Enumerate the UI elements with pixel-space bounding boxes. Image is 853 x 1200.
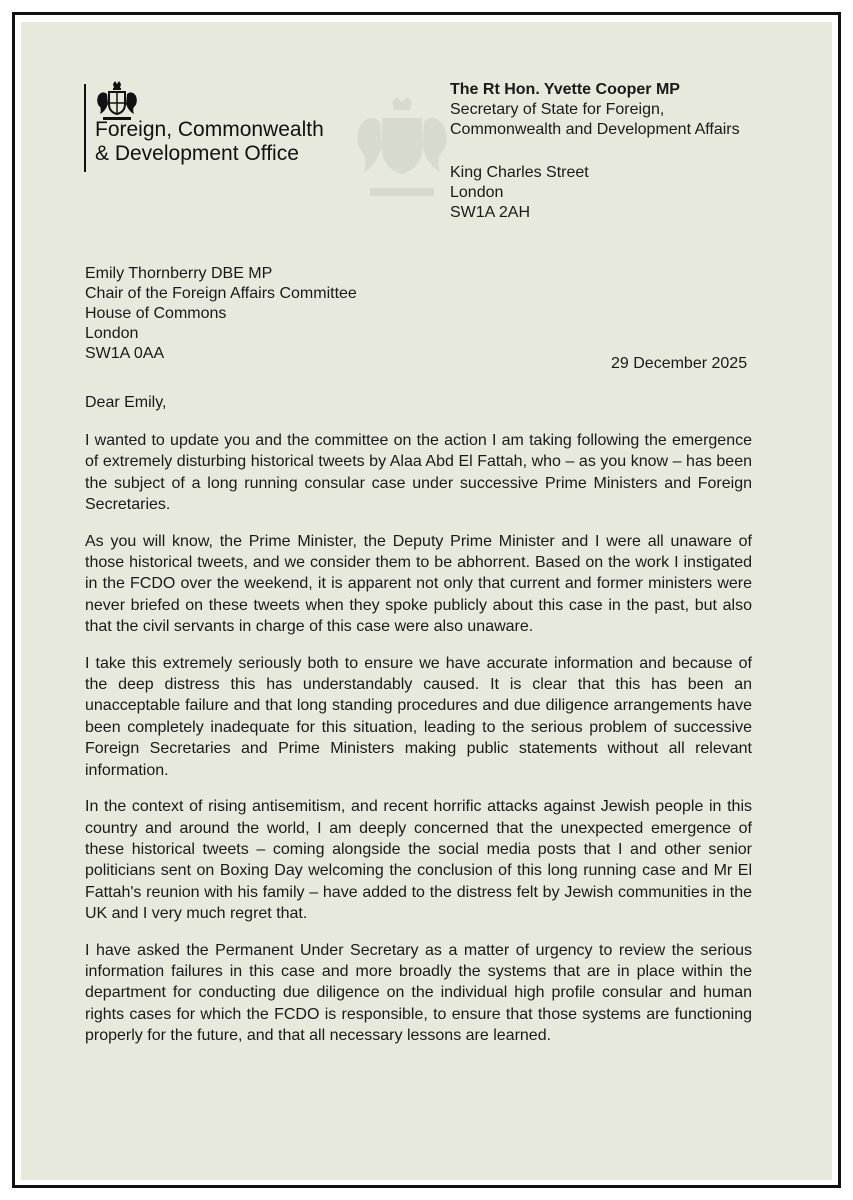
organisation-line-1: Foreign, Commonwealth — [95, 118, 324, 141]
body-paragraph: In the context of rising antisemitism, and recent horrific attacks against Jewish people in this country and around the world, I am deeply concerned that the unexpected emergence of these historical tweets – coming alongside the social media posts that I and other senior politicians sent on Boxing Day welcoming the conclusion of this long running case and Mr El Fattah's reunion with his family – have added to the distress felt by Jewish communities in the UK and I very much regret that. — [85, 798, 752, 923]
body-paragraph: I have asked the Permanent Under Secretary as a matter of urgency to review the serious information failures in this case and more broadly the systems that are in place within the department for conducting due diligence on the individual high profile consular and human rights cases for which the FCDO is responsible, to ensure that those systems are functioning properly for the future, and that all necessary lessons are learned. — [85, 941, 752, 1045]
crest-watermark-icon — [352, 96, 452, 206]
recipient-line: House of Commons — [85, 305, 227, 322]
sender-address — [450, 163, 589, 223]
letter-date: 29 December 2025 — [611, 355, 748, 372]
royal-crest-icon — [94, 80, 140, 122]
organisation-line-2: & Development Office — [95, 142, 299, 165]
sender-title-line-1: Secretary of State for Foreign, — [450, 101, 665, 118]
sender-address-line: King Charles Street — [450, 164, 589, 181]
recipient-line: Chair of the Foreign Affairs Committee — [85, 285, 357, 302]
sender-title-line-2: Commonwealth and Development Affairs — [450, 121, 740, 138]
logo-divider — [84, 84, 86, 172]
sender-address-line: London — [450, 184, 504, 201]
recipient-line: SW1A 0AA — [85, 345, 165, 362]
sender-block — [450, 80, 740, 140]
salutation: Dear Emily, — [85, 394, 167, 411]
organisation-name — [95, 118, 324, 166]
sender-address-line: SW1A 2AH — [450, 204, 531, 221]
recipient-line: London — [85, 325, 139, 342]
letter-body — [85, 430, 752, 1062]
body-paragraph: I take this extremely seriously both to ensure we have accurate information and because of the deep distress this has understandably caused. It is clear that this has been an unacceptable failure and that long standing procedures and due diligence arrangements have been completely inadequate for this situation, leading to the serious problem of successive Foreign Secretaries and Prime Ministers making public statements without all relevant information. — [85, 654, 752, 779]
body-paragraph: I wanted to update you and the committee on the action I am taking following the emergence of extremely disturbing historical tweets by Alaa Abd El Fattah, who – as you know – has been the subject of a long running consular case under successive Prime Ministers and Foreign Secretaries. — [85, 432, 752, 514]
body-paragraph: As you will know, the Prime Minister, the Deputy Prime Minister and I were all unaware of those historical tweets, and we consider them to be abhorrent. Based on the work I instigated in the FCDO over the weekend, it is apparent not only that current and former ministers were never briefed on these tweets when they spoke publicly about this case in the past, but also that the civil servants in charge of this case were also unaware. — [85, 532, 752, 636]
recipient-line: Emily Thornberry DBE MP — [85, 265, 273, 282]
sender-name: The Rt Hon. Yvette Cooper MP — [450, 81, 680, 98]
recipient-address — [85, 264, 357, 364]
